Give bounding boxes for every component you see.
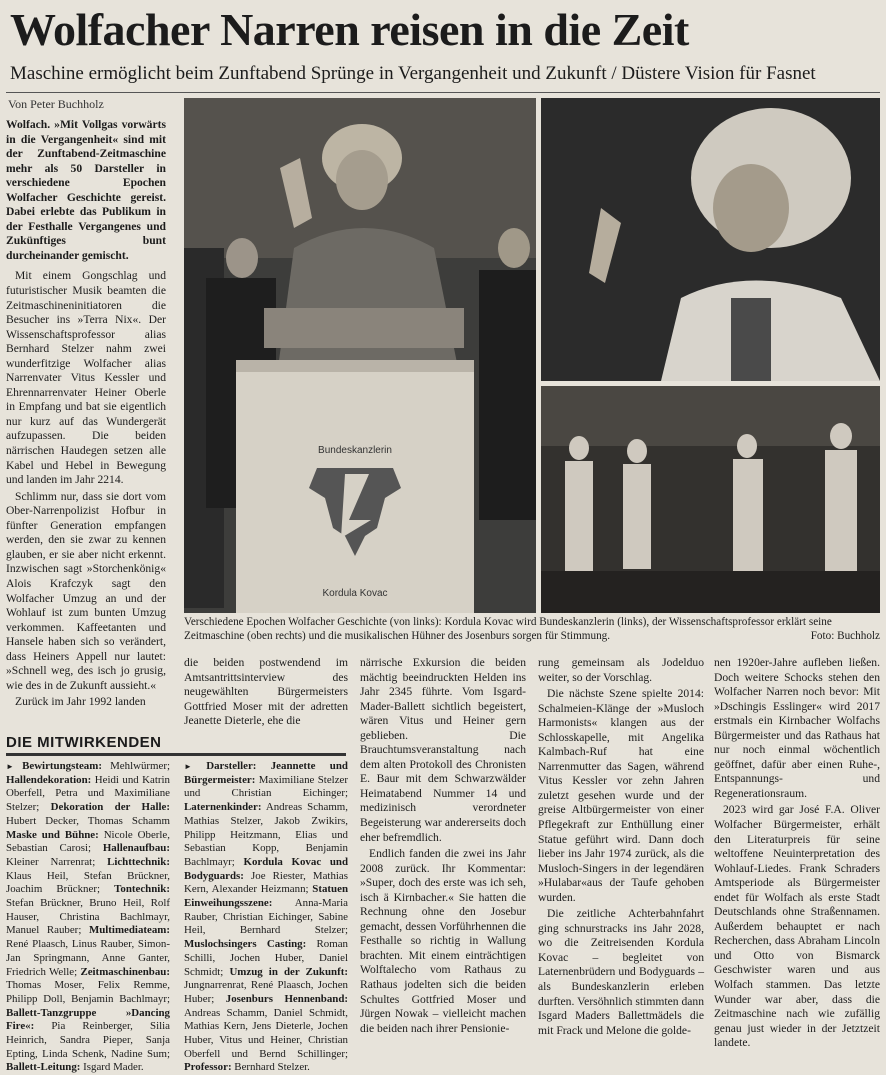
lead-paragraph: Wolfach. »Mit Vollgas vorwärts in die Vergangenheit« sind mit der Zunftabend-Zeitmaschine mehr als 50 Darsteller in verschiedene Epochen Wolfacher Geschichte gereist. Dabei erlebte das Publikum in der Festhalle Vergangenes und Zukünftiges bunt durcheinander gemischt. [6, 118, 166, 262]
photo-professor [541, 98, 880, 381]
article-column-3 [360, 656, 526, 1035]
paragraph: die beiden postwendend im Amtsantrittsinterview des neugewählten Bürgermeisters Gottfried Moser mit der adretten Jeanette Dieterle, ehe die [184, 656, 348, 728]
professor-scene-svg [541, 98, 880, 381]
paragraph: Mit einem Gongschlag und futuristischer Musik beamten die Zeitmaschineninitiatoren die Besucher ins »Terra Nix«. Der Wissenschaftsprofessor alias Bernhard Stelzer nahm zwei wunderfitzige Wolfacher alias Narrenvater Vitus Kessler und Ehrennarrenvater Heiner Oberle in Empfang und bat sie eigentlich nur kurz auf das Wundergerät aufzupassen. Die beiden närrischen Haudegen setzen alle Kabel und Hebel in Bewegung und landen im Jahr 2214. [6, 269, 166, 487]
byline: Von Peter Buchholz [8, 97, 104, 111]
credit-entry: Darsteller: Jeannette und Bürgermeister: Maximiliane Stelzer und Christian Eichinger; [184, 760, 348, 800]
photo-chickens [541, 386, 880, 613]
article-column-4 [538, 656, 704, 1037]
paragraph: Endlich fanden die zwei ins Jahr 2008 zurück. Ihr Kommentar: »Super, doch des erste was ich seh, isch ä Kirnbacher.« Sie hatten die Rechnung ohne den Josebur gemacht, dessen Vorführhennen die Festhalle so richtig in Wallung brachten. Mit einem einträchtigen Wolftalecho vom Rathaus zu Rathaus jodelten sich die beiden Schultes Gottfried Moser und Jürgen Nowak – vielleicht machen die beiden nach ihrer Pensionie- [360, 847, 526, 1035]
credit-entry: Bewirtungsteam: Mehlwürmer; [22, 760, 170, 772]
paragraph: rung gemeinsam als Jodelduo weiter, so der Vorschlag. [538, 656, 704, 684]
lectern-name: Kordula Kovac [322, 588, 388, 599]
chancellor-scene-svg [184, 98, 536, 613]
headline: Wolfacher Narren reisen in die Zeit [10, 4, 689, 55]
lectern-label: Bundeskanzlerin [318, 445, 392, 456]
credit-entry: Umzug in der Zukunft: Jungnarrenrat, René Plaasch, Jochen Huber; [184, 965, 348, 1005]
paragraph: Die zeitliche Achterbahnfahrt ging schnurstracks ins Jahr 2028, wo die Zeitreisenden Kordula Kovac – begleitet von Laternenbrüdern und Bodyguards – als Bundeskanzlerin erleben durften. Versöhnlich stimmten dann Isgard Maders Ballettmädels die mit Frack und Melone die golde- [538, 907, 704, 1037]
credit-entry: Laternenkinder: Andreas Schamm, Mathias Stelzer, Jakob Zwikirs, Philipp Heitzmann, Elias und Sebastian Kopp, Benjamin Bachlmayr; [184, 801, 348, 868]
credit-entry: Zeitmaschinenbau: Thomas Moser, Felix Remme, Philipp Doll, Benjamin Bachlmayr; [6, 965, 170, 1005]
subheadline: Maschine ermöglicht beim Zunftabend Sprünge in Vergangenheit und Zukunft / Düstere Vision für Fasnet [10, 63, 816, 84]
credits-list-b [184, 760, 348, 1075]
paragraph: 2023 wird gar José F.A. Oliver Wolfacher Bürgermeister, erhält den Literaturpreis für seine weltoffene Neuinterpretation des Wohlauf-Liedes. Frank Schraders Amtsperiode als Bürgermeister endet für Wolfach als erste Stadt Deutschlands ohne Straßennamen. Außerdem behauptet er nach Recherchen, dass Abraham Lincoln und Otto von Bismarck Geschwister waren und aus Wolfach stammen. Das letzte Wunder war aber, dass die Zeitmaschine nach wie zufällig genau just wieder in der Jetztzeit landete. [714, 803, 880, 1050]
chickens-scene-svg [541, 386, 880, 613]
credit-entry: Kordula Kovac und Bodyguards: Joe Riester, Mathias Kern, Alexander Heizmann; [184, 855, 349, 896]
photo-chancellor [184, 98, 536, 613]
credit-entry: Professor: Bernhard Stelzer. [184, 1061, 310, 1074]
credits-column-a [6, 760, 170, 1074]
box-title: DIE MITWIRKENDEN [6, 734, 162, 751]
caption-text: Verschiedene Epochen Wolfacher Geschichte (von links): Kordula Kovac wird Bundeskanzlerin (links), der Wissenschaftsprofessor erklärt seine Zeitmaschine (oben rechts) und die musikalischen Hühner des Josenburs sorgen für Stimmung. [184, 616, 832, 642]
credit-entry: Tontechnik: Stefan Brückner, Bruno Heil, Rolf Hauser, Christina Bachlmayr, Manuel Rauber; [6, 883, 170, 937]
paragraph: närrische Exkursion die beiden mächtig beeindruckten Helden ins Jahr 2345 führte. Vom Isgard-Mader-Ballett sichtlich begeistert, wären Vitus und Heiner gern geblieben. Die Brauchtumsveranstaltung nach dem alten Protokoll des Chronisten E. Baur mit dem Schwarzwälder Heimatabend Nummer 14 und medizinisch verordneter Begeisterung war andererseits doch eher befremdlich. [360, 656, 526, 844]
credit-entry: Multimediateam: René Plaasch, Linus Rauber, Simon-Jan Springmann, Anne Ganter, Friedrich Welle; [6, 924, 170, 978]
credit-entry: Ballett-Leitung: Isgard Mader. [6, 1061, 144, 1074]
article-column-2 [184, 656, 348, 732]
paragraph: Schlimm nur, dass sie dort vom Ober-Narrenpolizist Hofbur in fünfter Generation empfangen werden, den sie zwar zu kennen glauben, er sie aber nicht erkennt. Inzwischen sagt »Storchenkönig« Alois Krafczyk sagt den Wolfacher Umzug an und der Wohlauf ist zum bunten Umzug verkommen. Kaffeetanten und Hansele haben sich so verändert, dass Heiners Appell nur lautet: »Schnell weg, des isch jo grusig, wie des in de Zukunft aussieht.« [6, 489, 166, 692]
credits-list-a [6, 760, 170, 1075]
paragraph: nen 1920er-Jahre aufleben ließen. Doch weitere Schocks stehen den Wolfacher Narren noch bevor: Mit »Dschingis Esslinger« wird 2017 erstmals ein Kirnbacher Wolfachs Bürgermeister und das Rathaus hat nur noch einmal wöchentlich geöffnet, dafür aber einen Ruhe-, Entspannungs- und Regenerationsraum. [714, 656, 880, 800]
paragraph: Die nächste Szene spielte 2014: Schalmeien-Klänge der »Musloch Harmonists« klangen aus der Schlosskapelle, mit Angelika Kalmbach-Ruf hat eine Narrenmutter das Sagen, während Vitus Kessler vor zehn Jahren zuletzt gesehen wurde und der greise Altbürgermeister von einer Pflegekraft zur Enthüllung einer Statue geführt wird. Dann doch lieber ins Jahr 1974 zurück, als die Musloch-Singers in der legendären »Hulabar«aus der Taufe gehoben wurden. [538, 687, 704, 904]
credit-entry: Josenburs Hennenband: Andreas Schamm, Daniel Schmidt, Mathias Kern, Jens Dieterle, Jochen Huber, Vitus und Heiner, Christian Oberfell und Bernd Schillinger; [184, 992, 349, 1060]
credit-entry: Dekoration der Halle: Hubert Decker, Thomas Schamm [6, 801, 170, 827]
triangle-bullet-icon: ► [184, 762, 192, 771]
credit-entry: Hallenaufbau: Kleiner Narrenrat; [6, 842, 170, 868]
credit-entry: Statuen Einweihungsszene: Anna-Maria Rauber, Christian Eichinger, Sabine Heil, Bernhard Stelzer; [184, 883, 348, 937]
box-title-bar [6, 753, 346, 756]
credit-entry: Hallendekoration: Heidi und Katrin Oberfell, Petra und Maximiliane Stelzer; [6, 773, 170, 814]
credit-entry: Muslochsingers Casting: Roman Schilli, Jochen Huber, Daniel Schmidt; [184, 938, 348, 978]
header-rule [6, 92, 880, 93]
triangle-bullet-icon: ► [6, 762, 14, 771]
photo-credit: Foto: Buchholz [810, 630, 880, 642]
paragraph: Zurück im Jahr 1992 landen [15, 695, 146, 709]
photo-caption [184, 615, 880, 643]
credits-column-b [184, 760, 349, 1074]
credit-entry: Maske und Bühne: Nicole Oberle, Sebastian Carosi; [6, 828, 170, 855]
article-column-5 [714, 656, 880, 1050]
credit-entry: Lichttechnik: Klaus Heil, Stefan Brückner, Joachim Brückner; [6, 855, 170, 896]
credit-entry: Ballett-Tanzgruppe »Dancing Fire«: Pia Reinberger, Silia Heinrich, Sandra Pieper, Sanja Epting, Linda Schenk, Nadine Sum; [6, 1006, 170, 1060]
article-column-1 [6, 118, 166, 730]
